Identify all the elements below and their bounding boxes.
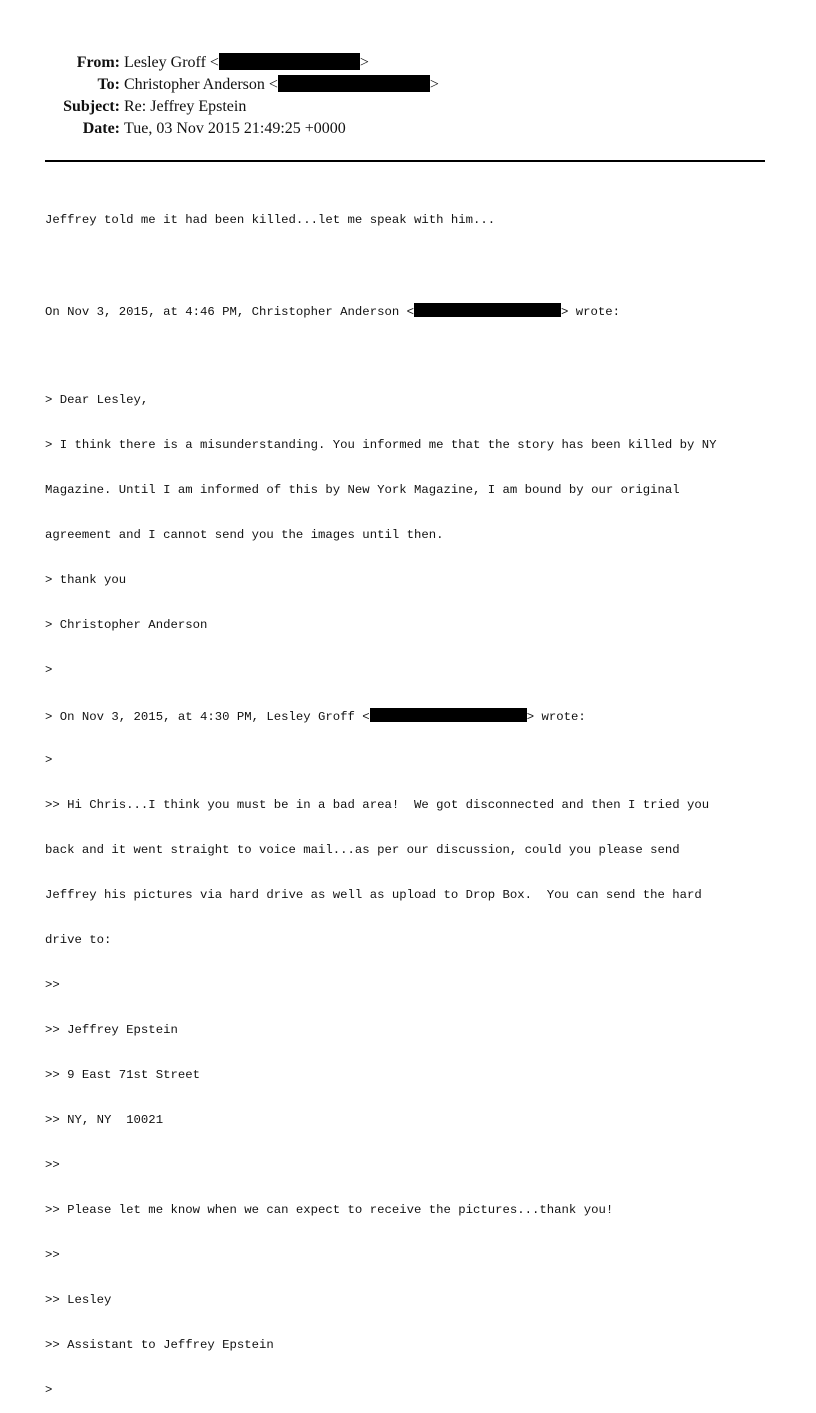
- to-row: [0, 74, 816, 96]
- from-name: Lesley Groff <: [124, 54, 219, 71]
- attribution-text: On Nov 3, 2015, at 4:46 PM, Christopher Anderson <: [45, 305, 414, 319]
- date-row: [0, 118, 816, 140]
- body-line: Jeffrey his pictures via hard drive as well as upload to Drop Box. You can send the hard: [45, 888, 702, 902]
- body-line: Jeffrey told me it had been killed...let me speak with him...: [45, 213, 496, 227]
- body-line: >>: [45, 1248, 60, 1262]
- body-line: >> Please let me know when we can expect to receive the pictures...thank you!: [45, 1203, 614, 1217]
- header-divider: [45, 160, 765, 162]
- from-value: [124, 52, 369, 74]
- body-line: >> Assistant to Jeffrey Epstein: [45, 1338, 274, 1352]
- body-line: >>: [45, 1158, 60, 1172]
- redaction-box: [278, 75, 430, 92]
- attribution-text: > On Nov 3, 2015, at 4:30 PM, Lesley Groff <: [45, 710, 370, 724]
- body-line: > I think there is a misunderstanding. You informed me that the story has been killed by NY: [45, 438, 717, 452]
- body-line: > thank you: [45, 573, 127, 587]
- to-value: [124, 74, 439, 96]
- from-close: >: [359, 54, 369, 71]
- body-line: > Christopher Anderson: [45, 618, 208, 632]
- from-label: From:: [76, 54, 120, 71]
- body-line: >: [45, 663, 53, 677]
- date-value: Tue, 03 Nov 2015 21:49:25 +0000: [124, 120, 346, 137]
- body-line: drive to:: [45, 933, 112, 947]
- to-name: Christopher Anderson <: [124, 76, 278, 93]
- from-row: [0, 52, 816, 74]
- redaction-box: [219, 53, 360, 70]
- subject-row: [0, 96, 816, 118]
- body-line: >> Lesley: [45, 1293, 112, 1307]
- subject-label: Subject:: [63, 98, 120, 115]
- body-line: agreement and I cannot send you the images until then.: [45, 528, 444, 542]
- attribution-suffix: > wrote:: [526, 710, 586, 724]
- body-line: >>: [45, 978, 60, 992]
- email-header: [0, 52, 816, 140]
- body-line: Magazine. Until I am informed of this by New York Magazine, I am bound by our original: [45, 483, 680, 497]
- blank-line: [45, 348, 775, 363]
- subject-value: Re: Jeffrey Epstein: [124, 98, 247, 115]
- body-line: >> 9 East 71st Street: [45, 1068, 200, 1082]
- body-line: > Dear Lesley,: [45, 393, 149, 407]
- date-label: Date:: [82, 120, 120, 137]
- body-line: >> NY, NY 10021: [45, 1113, 164, 1127]
- to-label: To:: [97, 76, 120, 93]
- body-line: back and it went straight to voice mail...as per our discussion, could you please send: [45, 843, 680, 857]
- quote-attribution: [45, 708, 775, 723]
- quote-attribution: [45, 303, 775, 318]
- blank-line: [45, 258, 775, 273]
- body-line: >: [45, 1383, 53, 1397]
- redaction-box: [370, 708, 527, 722]
- body-line: >> Jeffrey Epstein: [45, 1023, 178, 1037]
- to-close: >: [429, 76, 439, 93]
- body-line: >: [45, 753, 53, 767]
- email-body: [45, 183, 775, 1413]
- attribution-suffix: > wrote:: [560, 305, 621, 319]
- body-line: >> Hi Chris...I think you must be in a bad area! We got disconnected and then I tried you: [45, 798, 710, 812]
- redaction-box: [414, 303, 561, 317]
